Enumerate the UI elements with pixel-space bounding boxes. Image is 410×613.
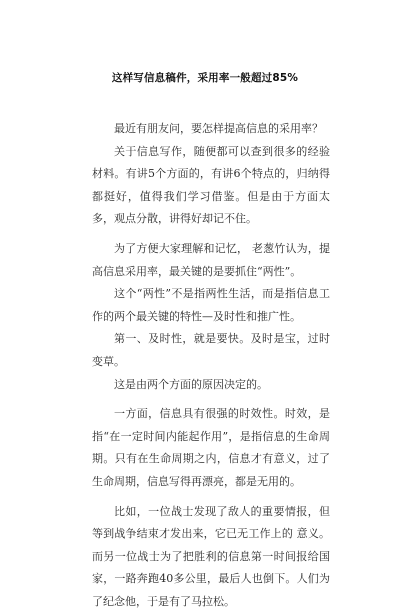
paragraph-two-properties: 为了方便大家理解和记忆， 老葱竹认为，提高信息采用率，最关键的是要抓住“两性”。: [92, 238, 330, 283]
paragraph-writing-experience: 关于信息写作，随便都可以查到很多的经验材料。有讲5个方面的，有讲6个特点的，归纳得都挺好，值得我们学习借鉴。但是由于方面太多，观点分散，讲得好却记不住。: [92, 141, 330, 231]
paragraph-timeliness-heading: 第一、及时性，就是要快。及时是宝，过时变草。: [92, 328, 330, 373]
paragraph-marathon-example: 比如，一位战士发现了敌人的重要情报，但等到战争结束才发出来，它已无工作上的 意义。而另一位战士为了把胜利的信息第一时间报给国家，一路奔跑40多公里，最后人也倒下。人们为了纪念他，于是有了马拉松。: [92, 501, 330, 613]
document-body: [92, 118, 330, 613]
paragraph-two-properties-definition: 这个“两性”不是指两性生活，而是指信息工作的两个最关键的特性—及时性和推广性。: [92, 283, 330, 328]
paragraph-two-reasons: 这是由两个方面的原因决定的。: [92, 374, 330, 397]
paragraph-question: 最近有朋友问，要怎样提高信息的采用率？: [92, 118, 330, 141]
paragraph-time-sensitivity: 一方面，信息具有很强的时效性。时效，是指“在一定时间内能起作用”，是指信息的生命周期。只有在生命周期之内，信息才有意义，过了生命周期，信息写得再漂亮，都是无用的。: [92, 403, 330, 493]
document-title: 这样写信息稿件，采用率一般超过85%: [0, 70, 410, 85]
